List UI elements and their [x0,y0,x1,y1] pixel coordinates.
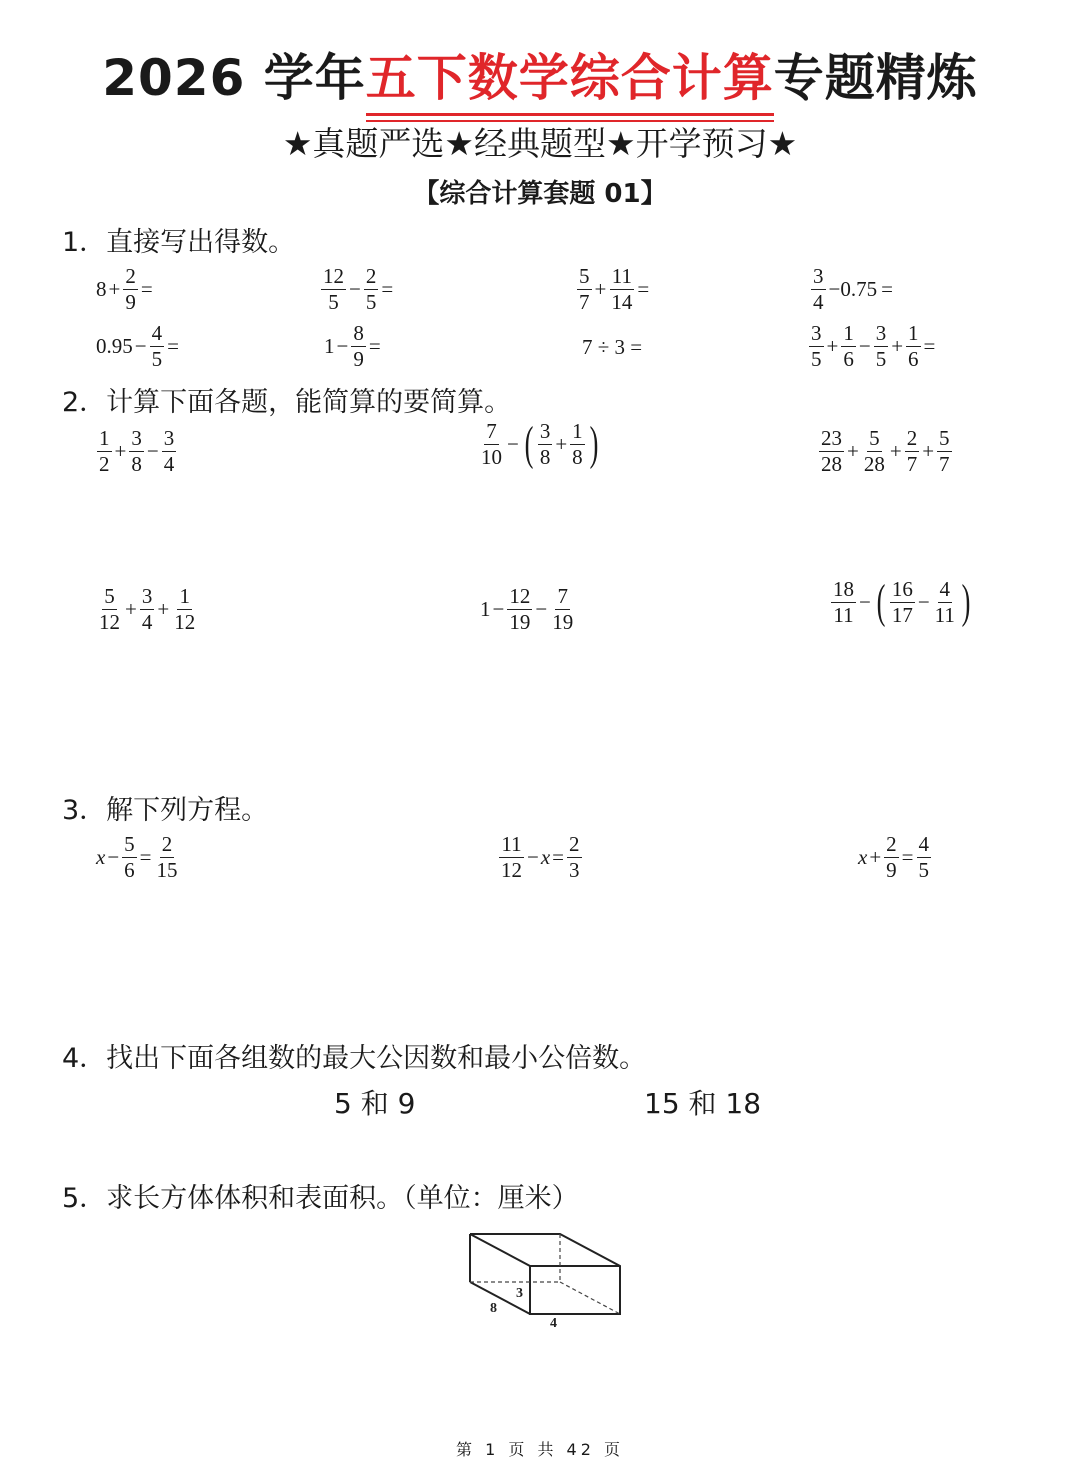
numerator: 5 [939,426,950,450]
denominator: 11 [833,602,854,627]
op: − [858,334,871,358]
op: − [492,597,505,621]
denominator: 6 [843,347,854,371]
fraction [479,418,504,469]
fraction [862,428,887,475]
num: 0.95 [96,334,133,358]
fraction [122,834,137,881]
q3-item-c [858,834,932,881]
cuboid-height-label: 3 [516,1286,523,1301]
denominator: 4 [813,290,824,314]
numerator: 3 [813,264,824,288]
numerator: 2 [125,264,136,288]
denominator: 5 [365,290,377,314]
subtitle: ★真题严选★经典题型★开学预习★ [282,124,798,163]
numerator: 23 [821,426,842,450]
q5-title: 5．求长方体体积和表面积。（单位：厘米） [62,1183,579,1214]
op: + [826,334,839,358]
q3-item-b [498,834,583,881]
fraction [933,576,957,627]
denominator: 28 [821,452,842,476]
q3-item-a [96,834,181,881]
numerator: 18 [833,576,854,601]
fraction [140,586,155,633]
cuboid-diagram [460,1226,630,1334]
fraction [567,834,582,881]
denominator: 5 [811,347,822,371]
fraction [123,266,138,313]
numerator: 1 [908,321,919,345]
denominator: 10 [481,444,502,469]
op: + [108,277,121,301]
title-prefix: 2026 学年 [102,49,366,107]
q2-item-a [96,428,177,475]
numerator: 1 [179,584,190,608]
paren: ( [524,417,534,470]
denominator: 8 [131,452,142,476]
denominator: 5 [328,290,339,314]
fraction [831,576,856,627]
numerator: 3 [131,426,142,450]
q1-item-d [810,266,895,313]
q4-title: 4．找出下面各组数的最大公因数和最小公倍数。 [62,1043,647,1074]
op: − [507,431,519,456]
paren: ) [589,417,599,470]
numerator: 5 [124,832,135,856]
fraction [874,323,889,370]
numerator: 2 [161,832,173,856]
numerator: 3 [811,321,822,345]
denominator: 17 [891,602,913,627]
numerator: 16 [891,576,913,601]
denominator: 11 [934,602,955,627]
fraction [937,428,952,475]
denominator: 19 [509,610,531,634]
title-suffix: 专题精炼 [773,49,978,107]
op: − [535,597,548,621]
denominator: 3 [569,858,580,882]
var: x [540,845,551,869]
num: 1 [480,597,491,621]
denominator: 7 [579,290,590,314]
page-title [0,38,1080,110]
op: = [139,845,152,869]
fraction [811,266,826,313]
paren: ( [876,575,886,628]
denominator: 12 [99,610,120,634]
numerator: 5 [104,584,115,608]
numerator: 3 [539,418,551,443]
numerator: 7 [486,418,497,443]
op: = [140,277,153,301]
denominator: 7 [906,452,918,476]
set-label: 【综合计算套题 01】 [413,179,667,209]
op: + [114,439,127,463]
fraction [162,428,177,475]
denominator: 4 [141,610,153,634]
op: − [336,334,349,358]
q2-item-f [830,575,974,628]
op: = [881,277,893,301]
op: − [859,589,871,614]
numerator: 4 [918,832,930,856]
q1-item-h [808,323,937,370]
denominator: 5 [151,347,163,371]
fraction [841,323,856,370]
q2-item-c [818,428,953,475]
denominator: 15 [156,858,178,882]
fraction [507,586,532,633]
numerator: 3 [875,321,887,345]
q1-title: 1．直接写出得数。 [62,227,296,258]
denominator: 9 [886,858,897,882]
fraction [97,586,122,633]
q1-item-c [576,266,651,313]
numerator: 4 [151,321,163,345]
fraction [819,428,844,475]
denominator: 5 [875,347,887,371]
cuboid-width-label: 8 [490,1301,497,1316]
op: = [923,334,936,358]
op: + [869,845,882,869]
fraction [538,418,553,469]
op: = [637,277,650,301]
q1-item-b [320,266,395,313]
fraction [172,586,197,633]
fraction [905,428,920,475]
op: + [125,597,137,621]
denominator: 8 [572,444,583,469]
q1-item-a [96,266,155,313]
numerator: 5 [869,426,880,450]
num: 1 [324,334,335,358]
numerator: 2 [365,264,377,288]
op: + [922,439,935,463]
op: + [889,439,902,463]
op: = [368,334,381,358]
op: − [107,845,120,869]
denominator: 12 [174,610,196,634]
op: − [527,845,539,869]
var: x [858,845,868,869]
denominator: 9 [125,290,136,314]
numerator: 2 [569,832,580,856]
q2-item-d [96,586,198,633]
numerator: 1 [99,426,110,450]
denominator: 9 [353,347,364,371]
op: + [847,439,859,463]
numerator: 12 [323,264,344,288]
q2-item-b [478,417,602,470]
denominator: 4 [163,452,175,476]
fraction [97,428,112,475]
fraction [890,576,915,627]
fraction [609,266,634,313]
fraction [351,323,366,370]
numerator: 1 [843,321,854,345]
q1-item-g: 7 ÷ 3 = [582,335,643,359]
numerator: 2 [886,832,897,856]
denominator: 19 [552,610,574,634]
cuboid-length-label: 4 [550,1316,557,1331]
op: = [901,845,914,869]
title-underline [366,113,774,116]
title-highlight-text: 五下数学综合计算 [365,49,774,107]
op: − [134,334,147,358]
q4-pair-2: 15 和 18 [644,1087,762,1120]
op: = [381,277,394,301]
fraction [884,834,899,881]
paren: ) [961,575,971,628]
op: + [594,277,607,301]
numerator: 2 [906,426,918,450]
numerator: 3 [163,426,175,450]
q2-item-e [480,586,576,633]
denominator: 14 [611,290,633,314]
op: = [552,845,565,869]
num: 8 [96,277,107,301]
denominator: 6 [908,347,919,371]
q1-item-f [324,323,383,370]
numerator: 3 [141,584,153,608]
op: + [891,334,904,358]
numerator: 5 [579,264,590,288]
fraction [809,323,824,370]
numerator: 11 [501,832,522,856]
fraction [906,323,921,370]
fraction [321,266,346,313]
numerator: 12 [509,584,531,608]
q4-pair-1: 5 和 9 [334,1087,416,1120]
numerator: 4 [939,576,951,601]
denominator: 6 [124,858,135,882]
fraction [917,834,932,881]
q3-title: 3．解下列方程。 [62,795,269,826]
title-highlight [366,38,774,110]
op: − [146,439,159,463]
page-footer: 第 1 页 共 42 页 [456,1440,624,1459]
fraction [577,266,592,313]
numerator: 11 [611,264,632,288]
num: −0.75 [828,277,878,301]
op: + [555,431,568,456]
fraction [364,266,379,313]
op: − [917,589,930,614]
denominator: 7 [939,452,950,476]
op: − [349,277,361,301]
fraction [129,428,144,475]
numerator: 1 [572,418,583,443]
fraction [570,418,585,469]
denominator: 2 [99,452,110,476]
denominator: 5 [918,858,930,882]
denominator: 12 [501,858,522,882]
fraction [499,834,524,881]
numerator: 7 [557,584,568,608]
q2-title: 2．计算下面各题，能简算的要简算。 [62,387,512,418]
var: x [96,845,106,869]
denominator: 8 [539,444,551,469]
op: + [157,597,170,621]
fraction [150,323,165,370]
denominator: 28 [863,452,885,476]
numerator: 8 [353,321,364,345]
fraction [550,586,575,633]
op: = [167,334,179,358]
fraction [155,834,180,881]
q1-item-e [96,323,181,370]
